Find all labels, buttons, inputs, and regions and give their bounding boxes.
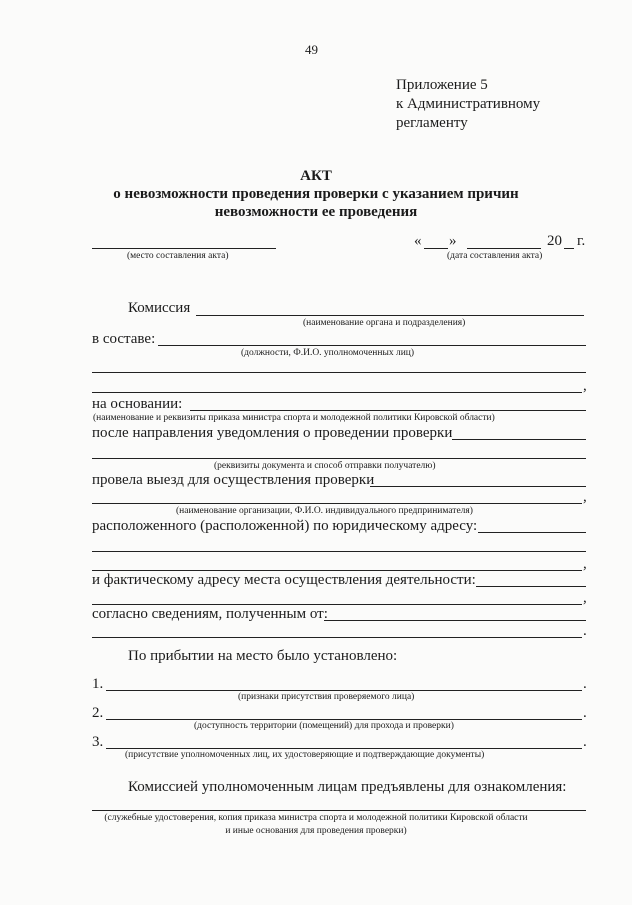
- presented-label: Комиссией уполномоченным лицам предъявлены для ознакомления:: [128, 779, 567, 795]
- document-subtitle-line-1: о невозможности проведения проверки с указанием причин: [113, 186, 519, 202]
- item-3-field[interactable]: [106, 748, 582, 749]
- place-caption: (место составления акта): [127, 251, 229, 261]
- basis-caption: (наименование и реквизиты приказа министра спорта и молодежной политики Кировской области): [93, 413, 495, 423]
- basis-label: на основании:: [92, 396, 183, 412]
- legal-address-field-3[interactable]: [92, 570, 582, 571]
- date-month-field[interactable]: [467, 248, 541, 249]
- info-label: согласно сведениям, полученным от:: [92, 606, 328, 622]
- item-1-number: 1.: [92, 676, 104, 692]
- basis-field[interactable]: [190, 410, 586, 411]
- legal-address-comma: ,: [583, 556, 587, 572]
- presented-caption-line-2: и иные основания для проведения проверки): [225, 826, 407, 836]
- date-day-field[interactable]: [424, 248, 448, 249]
- date-year-field[interactable]: [564, 248, 574, 249]
- appendix-block: [396, 76, 540, 133]
- visit-field[interactable]: [370, 486, 586, 487]
- commission-label: Комиссия: [128, 300, 191, 316]
- legal-address-label: расположенного (расположенной) по юридическому адресу:: [92, 518, 478, 534]
- date-year-prefix: 20: [547, 233, 562, 249]
- info-field[interactable]: [324, 620, 586, 621]
- composition-field-3[interactable]: [92, 392, 582, 393]
- item-2-caption: (доступность территории (помещений) для прохода и проверки): [194, 721, 454, 731]
- notice-field[interactable]: [452, 439, 586, 440]
- composition-label: в составе:: [92, 331, 156, 347]
- place-field[interactable]: [92, 248, 276, 249]
- visit-field-2[interactable]: [92, 503, 582, 504]
- visit-label: провела выезд для осуществления проверки: [92, 472, 375, 488]
- composition-comma: ,: [583, 378, 587, 394]
- commission-caption: (наименование органа и подразделения): [303, 318, 466, 328]
- legal-address-field[interactable]: [478, 532, 586, 533]
- presented-caption-line-1: (служебные удостоверения, копия приказа министра спорта и молодежной политики Кировской области: [104, 813, 528, 823]
- composition-field-2[interactable]: [92, 372, 586, 373]
- item-1-period: .: [583, 676, 587, 692]
- item-3-number: 3.: [92, 734, 104, 750]
- info-field-2[interactable]: [92, 637, 582, 638]
- item-1-field[interactable]: [106, 690, 582, 691]
- item-2-period: .: [583, 705, 587, 721]
- actual-address-field[interactable]: [476, 586, 586, 587]
- date-year-suffix: г.: [577, 233, 586, 249]
- presented-field[interactable]: [92, 810, 586, 811]
- appendix-line-3: регламенту: [396, 115, 468, 131]
- appendix-line-2: к Административному: [396, 96, 541, 112]
- item-3-caption: (присутствие уполномоченных лиц, их удостоверяющие и подтверждающие документы): [125, 750, 485, 760]
- actual-address-comma: ,: [583, 590, 587, 606]
- composition-caption: (должности, Ф.И.О. уполномоченных лиц): [241, 348, 415, 358]
- document-subtitle-line-2: невозможности ее проведения: [214, 204, 418, 220]
- composition-field[interactable]: [158, 345, 586, 346]
- document-title: АКТ: [300, 168, 332, 184]
- item-1-caption: (признаки присутствия проверяемого лица): [238, 692, 415, 702]
- item-2-field[interactable]: [106, 719, 582, 720]
- visit-comma: ,: [583, 489, 587, 505]
- info-period: .: [583, 623, 587, 639]
- date-open-quote: «: [414, 233, 422, 249]
- item-3-period: .: [583, 734, 587, 750]
- date-close-quote: »: [449, 233, 457, 249]
- legal-address-field-2[interactable]: [92, 551, 586, 552]
- actual-address-label: и фактическому адресу места осуществления деятельности:: [92, 572, 476, 588]
- commission-field[interactable]: [196, 315, 584, 316]
- notice-field-2[interactable]: [92, 458, 586, 459]
- visit-caption: (наименование организации, Ф.И.О. индивидуального предпринимателя): [176, 506, 473, 516]
- item-2-number: 2.: [92, 705, 104, 721]
- appendix-line-1: Приложение 5: [396, 77, 488, 93]
- notice-label: после направления уведомления о проведении проверки: [92, 425, 453, 441]
- found-label: По прибытии на место было установлено:: [128, 648, 398, 664]
- page-number: 49: [305, 42, 318, 57]
- notice-caption: (реквизиты документа и способ отправки получателю): [214, 461, 436, 471]
- date-caption: (дата составления акта): [447, 251, 543, 261]
- actual-address-field-2[interactable]: [92, 604, 582, 605]
